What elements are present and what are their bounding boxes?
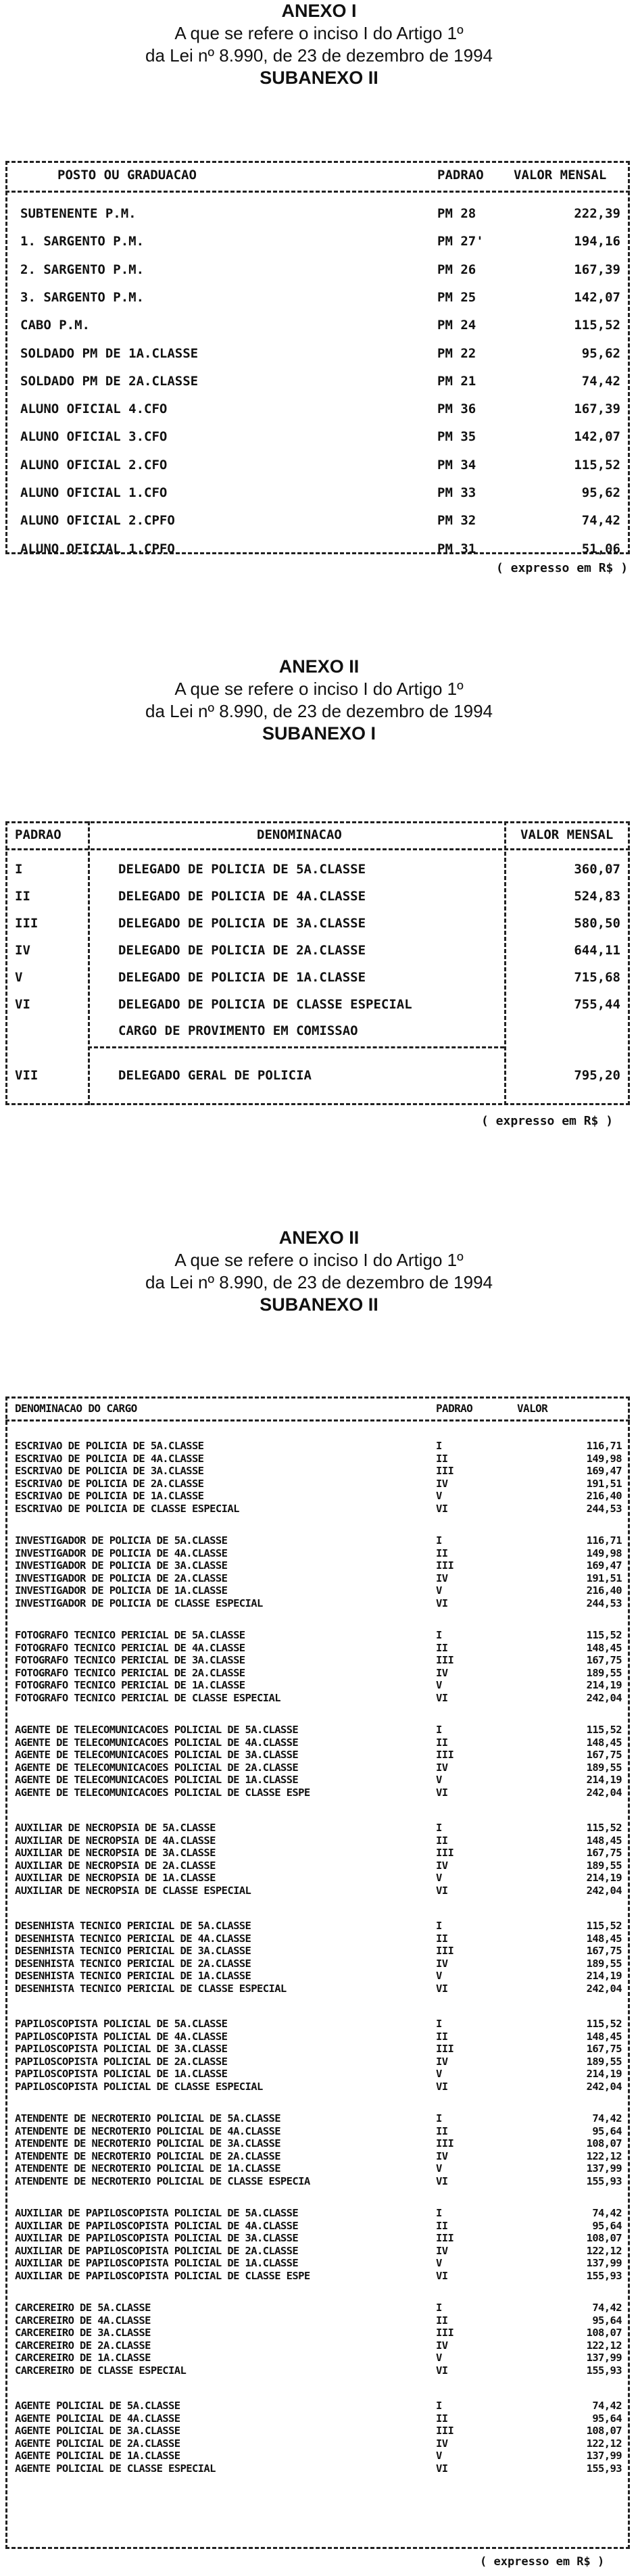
annex2b-row-valor: 242,04 — [586, 1885, 622, 1897]
annex1-row-valor: 194,16 — [574, 234, 620, 249]
annex2b-row-denominacao: AGENTE DE TELECOMUNICACOES POLICIAL DE 1A.CLASSE — [15, 1774, 299, 1786]
annex1-row-valor: 51,06 — [581, 541, 620, 556]
annex1-row-posto: SUBTENENTE P.M. — [20, 206, 137, 221]
annex2b-row-denominacao: AGENTE DE TELECOMUNICACOES POLICIAL DE CLASSE ESPE — [15, 1787, 310, 1799]
annex2b-row-padrao: II — [436, 1547, 448, 1559]
annex2b-header-denominacao: DENOMINACAO DO CARGO — [15, 1402, 137, 1415]
annex2b-row-padrao: I — [436, 1534, 442, 1547]
annex2b-row-valor: 155,93 — [586, 2462, 622, 2475]
annex2b-row-padrao: IV — [436, 2245, 448, 2257]
annex2b-row-padrao: V — [436, 1872, 442, 1884]
annex2b-header-padrao: PADRAO — [436, 1402, 473, 1415]
annex2b-row-valor: 116,71 — [586, 1534, 622, 1547]
annex2b-row-valor: 95,64 — [592, 2220, 622, 2232]
annex2b-row-denominacao: PAPILOSCOPISTA POLICIAL DE CLASSE ESPECIAL — [15, 2081, 263, 2093]
annex1-row-posto: SOLDADO PM DE 2A.CLASSE — [20, 374, 199, 389]
annex1-row-padrao: PM 21 — [437, 374, 476, 389]
annex2b-row-valor: 214,19 — [586, 1970, 622, 1982]
annex2a-title: ANEXO II — [278, 656, 360, 677]
annex2b-row-denominacao: AGENTE DE TELECOMUNICACOES POLICIAL DE 5A.CLASSE — [15, 1724, 299, 1736]
annex2b-row-valor: 169,47 — [586, 1465, 622, 1477]
annex2b-row-valor: 122,12 — [586, 2339, 622, 2352]
annex1-header-padrao: PADRAO — [437, 168, 484, 183]
annex2b-row-denominacao: AGENTE DE TELECOMUNICACOES POLICIAL DE 4A.CLASSE — [15, 1736, 299, 1749]
annex2b-row-valor: 122,12 — [586, 2437, 622, 2450]
annex2b-row-denominacao: AUXILIAR DE NECROPSIA DE 2A.CLASSE — [15, 1860, 216, 1872]
annex1-row-padrao: PM 26 — [437, 262, 476, 277]
annex2b-row-padrao: V — [436, 2352, 442, 2364]
annex1-header-divider — [5, 191, 630, 193]
annex2b-row-denominacao: CARCEREIRO DE 3A.CLASSE — [15, 2327, 151, 2339]
annex2b-row-valor: 74,42 — [592, 2302, 622, 2314]
annex2a-row-padrao: III — [15, 916, 39, 931]
annex1-row-posto: 3. SARGENTO P.M. — [20, 290, 145, 305]
annex2b-row-padrao: I — [436, 1724, 442, 1736]
annex2b-row-valor: 74,42 — [592, 2112, 622, 2124]
annex2b-row-valor: 95,64 — [592, 2314, 622, 2327]
annex2b-row-denominacao: AGENTE POLICIAL DE CLASSE ESPECIAL — [15, 2462, 216, 2475]
annex2b-row-valor: 148,45 — [586, 1736, 622, 1749]
annex2b-note: ( expresso em R$ ) — [480, 2555, 605, 2569]
annex1-row-valor: 95,62 — [581, 346, 620, 361]
annex2b-row-denominacao: INVESTIGADOR DE POLICIA DE 1A.CLASSE — [15, 1584, 228, 1597]
annex1-row-valor: 142,07 — [574, 429, 620, 444]
annex2b-row-padrao: III — [436, 1749, 454, 1761]
annex2b-row-denominacao: FOTOGRAFO TECNICO PERICIAL DE 1A.CLASSE — [15, 1679, 245, 1691]
annex2a-subheading: CARGO DE PROVIMENTO EM COMISSAO — [118, 1023, 358, 1038]
annex2a-row-denominacao: DELEGADO DE POLICIA DE 2A.CLASSE — [118, 943, 366, 958]
annex1-row-posto: ALUNO OFICIAL 4.CFO — [20, 402, 168, 416]
annex1-row-padrao: PM 22 — [437, 346, 476, 361]
annex2a-header-denominacao: DENOMINACAO — [257, 827, 342, 842]
annex2b-row-padrao: IV — [436, 2150, 448, 2162]
annex2b-row-denominacao: AUXILIAR DE NECROPSIA DE 4A.CLASSE — [15, 1834, 216, 1847]
annex1-row-valor: 222,39 — [574, 206, 620, 221]
annex1-row-padrao: PM 28 — [437, 206, 476, 221]
annex2b-row-padrao: I — [436, 1440, 442, 1452]
annex2b-row-denominacao: ESCRIVAO DE POLICIA DE 2A.CLASSE — [15, 1478, 204, 1490]
annex1-row-valor: 142,07 — [574, 290, 620, 305]
annex2b-row-padrao: III — [436, 1945, 454, 1957]
annex2b-row-denominacao: DESENHISTA TECNICO PERICIAL DE 5A.CLASSE — [15, 1920, 251, 1932]
annex2b-row-valor: 95,64 — [592, 2125, 622, 2137]
annex1-row-valor: 167,39 — [574, 402, 620, 416]
annex1-header-valor: VALOR MENSAL — [514, 168, 607, 183]
annex2b-row-valor: 189,55 — [586, 1667, 622, 1679]
annex2b-row-padrao: III — [436, 2137, 454, 2149]
annex1-row-valor: 167,39 — [574, 262, 620, 277]
annex2b-row-padrao: I — [436, 2302, 442, 2314]
annex2b-row-denominacao: ESCRIVAO DE POLICIA DE 5A.CLASSE — [15, 1440, 204, 1452]
annex2b-row-valor: 148,45 — [586, 2031, 622, 2043]
annex2a-heading — [0, 656, 638, 745]
annex1-subtitle: SUBANEXO II — [260, 68, 378, 88]
annex2b-row-valor: 74,42 — [592, 2400, 622, 2412]
annex2b-row-valor: 167,75 — [586, 1847, 622, 1859]
annex1-row-posto: SOLDADO PM DE 1A.CLASSE — [20, 346, 199, 361]
annex2b-row-valor: 115,52 — [586, 1724, 622, 1736]
annex2a-row-denominacao: DELEGADO DE POLICIA DE CLASSE ESPECIAL — [118, 997, 412, 1012]
annex2b-row-valor: 167,75 — [586, 2043, 622, 2055]
annex2b-row-padrao: II — [436, 2314, 448, 2327]
annex1-heading — [0, 0, 638, 89]
annex2a-last-valor: 795,20 — [574, 1068, 620, 1083]
annex2a-line2: da Lei nº 8.990, de 23 de dezembro de 1994 — [145, 701, 493, 721]
annex2b-row-padrao: II — [436, 1736, 448, 1749]
annex2a-header-valor: VALOR MENSAL — [520, 827, 614, 842]
annex2b-row-valor: 155,93 — [586, 2270, 622, 2282]
annex2b-row-valor: 214,19 — [586, 1774, 622, 1786]
annex2a-row-padrao: VI — [15, 997, 30, 1012]
annex1-row-padrao: PM 33 — [437, 485, 476, 500]
annex2a-row-denominacao: DELEGADO DE POLICIA DE 1A.CLASSE — [118, 970, 366, 985]
annex2b-row-denominacao: AUXILIAR DE PAPILOSCOPISTA POLICIAL DE 3A.CLASSE — [15, 2232, 299, 2244]
annex2b-row-valor: 137,99 — [586, 2257, 622, 2269]
annex2b-row-padrao: II — [436, 1933, 448, 1945]
annex2b-row-padrao: IV — [436, 1860, 448, 1872]
annex2a-col-divider-1 — [88, 821, 90, 1105]
annex1-note: ( expresso em R$ ) — [496, 561, 629, 575]
annex1-row-valor: 115,52 — [574, 458, 620, 472]
annex2b-row-denominacao: ATENDENTE DE NECROTERIO POLICIAL DE 2A.CLASSE — [15, 2150, 280, 2162]
annex2b-row-valor: 242,04 — [586, 1983, 622, 1995]
annex2b-row-padrao: I — [436, 2112, 442, 2124]
annex2b-row-denominacao: ESCRIVAO DE POLICIA DE 1A.CLASSE — [15, 1490, 204, 1502]
annex2b-row-denominacao: AUXILIAR DE PAPILOSCOPISTA POLICIAL DE CLASSE ESPE — [15, 2270, 310, 2282]
annex2b-row-padrao: III — [436, 1559, 454, 1572]
annex2b-row-valor: 244,53 — [586, 1503, 622, 1515]
annex2b-row-denominacao: PAPILOSCOPISTA POLICIAL DE 3A.CLASSE — [15, 2043, 228, 2055]
annex1-row-padrao: PM 32 — [437, 513, 476, 528]
annex2b-row-valor: 216,40 — [586, 1490, 622, 1502]
annex2a-row-valor: 360,07 — [574, 862, 620, 877]
annex2a-row-padrao: II — [15, 889, 30, 904]
annex2b-header-divider — [5, 1419, 630, 1421]
annex1-line1: A que se refere o inciso I do Artigo 1º — [174, 23, 464, 43]
annex2a-header-divider — [5, 848, 630, 850]
annex2a-col-divider-2 — [504, 821, 506, 1105]
annex2b-row-valor: 167,75 — [586, 1654, 622, 1666]
annex2b-row-denominacao: AGENTE POLICIAL DE 5A.CLASSE — [15, 2400, 180, 2412]
annex2b-row-denominacao: AUXILIAR DE NECROPSIA DE 1A.CLASSE — [15, 1872, 216, 1884]
annex2b-row-valor: 108,07 — [586, 2232, 622, 2244]
annex2b-row-padrao: I — [436, 2018, 442, 2030]
annex2b-row-padrao: IV — [436, 1478, 448, 1490]
annex2b-row-padrao: V — [436, 2450, 442, 2462]
annex2b-row-padrao: IV — [436, 2056, 448, 2068]
annex2a-last-padrao: VII — [15, 1068, 39, 1083]
annex2b-row-denominacao: AGENTE POLICIAL DE 2A.CLASSE — [15, 2437, 180, 2450]
annex2b-row-valor: 242,04 — [586, 2081, 622, 2093]
annex2b-row-padrao: V — [436, 2257, 442, 2269]
annex2b-row-padrao: IV — [436, 2437, 448, 2450]
annex2b-row-valor: 167,75 — [586, 1749, 622, 1761]
annex2b-row-padrao: I — [436, 2207, 442, 2219]
annex2b-row-denominacao: DESENHISTA TECNICO PERICIAL DE 3A.CLASSE — [15, 1945, 251, 1957]
annex1-row-padrao: PM 34 — [437, 458, 476, 472]
annex2b-row-valor: 214,19 — [586, 2068, 622, 2080]
annex1-header-posto: POSTO OU GRADUACAO — [57, 168, 197, 183]
annex2b-row-denominacao: INVESTIGADOR DE POLICIA DE 3A.CLASSE — [15, 1559, 228, 1572]
annex2b-row-padrao: II — [436, 2125, 448, 2137]
annex1-row-padrao: PM 36 — [437, 402, 476, 416]
annex2b-row-valor: 115,52 — [586, 2018, 622, 2030]
annex2b-row-padrao: IV — [436, 1572, 448, 1584]
annex2b-row-padrao: V — [436, 1679, 442, 1691]
annex2b-row-denominacao: CARCEREIRO DE 4A.CLASSE — [15, 2314, 151, 2327]
annex2b-row-padrao: III — [436, 1847, 454, 1859]
annex1-row-padrao: PM 25 — [437, 290, 476, 305]
annex2b-row-valor: 191,51 — [586, 1572, 622, 1584]
annex2b-row-padrao: I — [436, 1822, 442, 1834]
annex2b-row-denominacao: ATENDENTE DE NECROTERIO POLICIAL DE CLASSE ESPECIA — [15, 2175, 310, 2187]
annex2b-row-padrao: VI — [436, 1787, 448, 1799]
annex2b-row-valor: 148,45 — [586, 1933, 622, 1945]
annex2b-row-valor: 216,40 — [586, 1584, 622, 1597]
annex2b-row-padrao: VI — [436, 2081, 448, 2093]
annex2b-row-denominacao: INVESTIGADOR DE POLICIA DE 2A.CLASSE — [15, 1572, 228, 1584]
annex2b-row-padrao: V — [436, 1490, 442, 1502]
annex2b-row-denominacao: INVESTIGADOR DE POLICIA DE 5A.CLASSE — [15, 1534, 228, 1547]
annex2b-header-valor: VALOR — [517, 1402, 548, 1415]
annex2b-row-padrao: IV — [436, 1667, 448, 1679]
annex2b-row-valor: 189,55 — [586, 1761, 622, 1774]
annex2b-row-valor: 148,45 — [586, 1642, 622, 1654]
annex2b-line2: da Lei nº 8.990, de 23 de dezembro de 1994 — [145, 1272, 493, 1292]
annex2b-row-denominacao: AGENTE POLICIAL DE 1A.CLASSE — [15, 2450, 180, 2462]
annex2b-row-denominacao: FOTOGRAFO TECNICO PERICIAL DE 5A.CLASSE — [15, 1629, 245, 1641]
annex2b-row-valor: 214,19 — [586, 1872, 622, 1884]
annex2b-row-valor: 108,07 — [586, 2425, 622, 2437]
annex2b-row-denominacao: AUXILIAR DE PAPILOSCOPISTA POLICIAL DE 5A.CLASSE — [15, 2207, 299, 2219]
annex1-title: ANEXO I — [281, 1, 357, 21]
annex1-row-posto: ALUNO OFICIAL 1.CPFO — [20, 541, 175, 556]
annex1-row-posto: ALUNO OFICIAL 1.CFO — [20, 485, 168, 500]
annex2b-row-denominacao: ATENDENTE DE NECROTERIO POLICIAL DE 5A.CLASSE — [15, 2112, 280, 2124]
annex2a-row-valor: 580,50 — [574, 916, 620, 931]
annex2b-row-denominacao: DESENHISTA TECNICO PERICIAL DE 2A.CLASSE — [15, 1958, 251, 1970]
annex2b-row-denominacao: AGENTE POLICIAL DE 3A.CLASSE — [15, 2425, 180, 2437]
annex2b-row-padrao: II — [436, 2031, 448, 2043]
annex2a-subtitle: SUBANEXO I — [262, 723, 376, 744]
annex2b-title: ANEXO II — [278, 1228, 360, 1248]
annex2b-row-padrao: IV — [436, 1761, 448, 1774]
annex2a-section-divider — [88, 1046, 504, 1048]
annex2b-row-padrao: III — [436, 2043, 454, 2055]
annex2a-line1: A que se refere o inciso I do Artigo 1º — [174, 679, 464, 699]
annex2b-row-padrao: I — [436, 1629, 442, 1641]
annex2b-row-valor: 95,64 — [592, 2412, 622, 2425]
annex1-row-valor: 74,42 — [581, 513, 620, 528]
annex1-row-padrao: PM 27' — [437, 234, 484, 249]
annex2a-row-valor: 715,68 — [574, 970, 620, 985]
annex2a-last-denominacao: DELEGADO GERAL DE POLICIA — [118, 1068, 312, 1083]
annex2b-row-denominacao: AUXILIAR DE NECROPSIA DE 3A.CLASSE — [15, 1847, 216, 1859]
annex1-row-padrao: PM 24 — [437, 318, 476, 333]
annex2b-row-padrao: I — [436, 1920, 442, 1932]
annex2b-row-denominacao: ESCRIVAO DE POLICIA DE 3A.CLASSE — [15, 1465, 204, 1477]
annex2b-row-denominacao: AGENTE POLICIAL DE 4A.CLASSE — [15, 2412, 180, 2425]
annex2b-row-denominacao: FOTOGRAFO TECNICO PERICIAL DE 4A.CLASSE — [15, 1642, 245, 1654]
annex2b-row-denominacao: ATENDENTE DE NECROTERIO POLICIAL DE 4A.CLASSE — [15, 2125, 280, 2137]
annex2b-row-valor: 137,99 — [586, 2450, 622, 2462]
annex2b-row-padrao: V — [436, 2068, 442, 2080]
annex2b-row-valor: 149,98 — [586, 1547, 622, 1559]
annex2b-row-valor: 115,52 — [586, 1920, 622, 1932]
annex2b-row-valor: 122,12 — [586, 2150, 622, 2162]
annex2b-row-padrao: V — [436, 1584, 442, 1597]
annex2b-row-denominacao: AUXILIAR DE PAPILOSCOPISTA POLICIAL DE 1A.CLASSE — [15, 2257, 299, 2269]
annex2b-row-valor: 189,55 — [586, 2056, 622, 2068]
annex2b-row-padrao: III — [436, 1465, 454, 1477]
annex2b-row-denominacao: PAPILOSCOPISTA POLICIAL DE 5A.CLASSE — [15, 2018, 228, 2030]
annex2b-row-denominacao: AUXILIAR DE NECROPSIA DE CLASSE ESPECIAL — [15, 1885, 251, 1897]
annex2b-row-padrao: III — [436, 1654, 454, 1666]
annex2b-row-valor: 116,71 — [586, 1440, 622, 1452]
annex2b-row-denominacao: PAPILOSCOPISTA POLICIAL DE 1A.CLASSE — [15, 2068, 228, 2080]
annex2b-row-denominacao: AGENTE DE TELECOMUNICACOES POLICIAL DE 3A.CLASSE — [15, 1749, 299, 1761]
annex2b-row-padrao: VI — [436, 1983, 448, 1995]
annex2b-row-denominacao: AUXILIAR DE PAPILOSCOPISTA POLICIAL DE 4A.CLASSE — [15, 2220, 299, 2232]
annex2b-row-padrao: IV — [436, 1958, 448, 1970]
annex2b-row-padrao: VI — [436, 2175, 448, 2187]
annex2b-row-denominacao: CARCEREIRO DE 5A.CLASSE — [15, 2302, 151, 2314]
annex2b-row-denominacao: CARCEREIRO DE CLASSE ESPECIAL — [15, 2364, 187, 2377]
annex1-row-valor: 115,52 — [574, 318, 620, 333]
annex1-row-posto: ALUNO OFICIAL 2.CFO — [20, 458, 168, 472]
annex2b-row-valor: 149,98 — [586, 1453, 622, 1465]
annex2a-row-padrao: V — [15, 970, 23, 985]
annex2b-row-denominacao: PAPILOSCOPISTA POLICIAL DE 2A.CLASSE — [15, 2056, 228, 2068]
annex2b-row-denominacao: DESENHISTA TECNICO PERICIAL DE 4A.CLASSE — [15, 1933, 251, 1945]
annex2b-row-valor: 242,04 — [586, 1692, 622, 1704]
annex1-row-posto: 2. SARGENTO P.M. — [20, 262, 145, 277]
annex2a-row-valor: 644,11 — [574, 943, 620, 958]
annex2b-row-padrao: II — [436, 1834, 448, 1847]
annex2b-row-valor: 137,99 — [586, 2352, 622, 2364]
annex2b-row-denominacao: AUXILIAR DE NECROPSIA DE 5A.CLASSE — [15, 1822, 216, 1834]
annex1-row-valor: 74,42 — [581, 374, 620, 389]
annex2b-row-denominacao: FOTOGRAFO TECNICO PERICIAL DE 2A.CLASSE — [15, 1667, 245, 1679]
annex2a-note: ( expresso em R$ ) — [481, 1114, 614, 1128]
annex2a-header-padrao: PADRAO — [15, 827, 62, 842]
annex2b-row-padrao: VI — [436, 2462, 448, 2475]
annex2a-row-denominacao: DELEGADO DE POLICIA DE 5A.CLASSE — [118, 862, 366, 877]
annex2b-row-denominacao: AGENTE DE TELECOMUNICACOES POLICIAL DE 2A.CLASSE — [15, 1761, 299, 1774]
annex2b-row-valor: 189,55 — [586, 1860, 622, 1872]
annex2b-row-valor: 191,51 — [586, 1478, 622, 1490]
annex1-row-padrao: PM 35 — [437, 429, 476, 444]
annex2b-row-valor: 189,55 — [586, 1958, 622, 1970]
annex2b-row-valor: 115,52 — [586, 1822, 622, 1834]
annex2b-row-padrao: V — [436, 1970, 442, 1982]
annex2b-row-padrao: IV — [436, 2339, 448, 2352]
annex2b-row-denominacao: ATENDENTE DE NECROTERIO POLICIAL DE 1A.CLASSE — [15, 2162, 280, 2174]
annex1-row-posto: CABO P.M. — [20, 318, 90, 333]
annex2b-row-padrao: III — [436, 2232, 454, 2244]
annex2b-row-padrao: VI — [436, 2270, 448, 2282]
annex2a-row-padrao: I — [15, 862, 23, 877]
annex2b-row-denominacao: FOTOGRAFO TECNICO PERICIAL DE CLASSE ESPECIAL — [15, 1692, 280, 1704]
annex1-row-posto: ALUNO OFICIAL 3.CFO — [20, 429, 168, 444]
annex2b-subtitle: SUBANEXO II — [260, 1294, 378, 1315]
annex2a-row-denominacao: DELEGADO DE POLICIA DE 4A.CLASSE — [118, 889, 366, 904]
annex2b-row-denominacao: CARCEREIRO DE 2A.CLASSE — [15, 2339, 151, 2352]
annex2b-row-valor: 74,42 — [592, 2207, 622, 2219]
annex2b-row-denominacao: PAPILOSCOPISTA POLICIAL DE 4A.CLASSE — [15, 2031, 228, 2043]
annex2b-row-padrao: II — [436, 1453, 448, 1465]
annex2b-row-valor: 242,04 — [586, 1787, 622, 1799]
annex2b-row-padrao: III — [436, 2327, 454, 2339]
annex1-row-posto: ALUNO OFICIAL 2.CPFO — [20, 513, 175, 528]
annex2b-line1: A que se refere o inciso I do Artigo 1º — [174, 1250, 464, 1270]
annex2b-row-denominacao: DESENHISTA TECNICO PERICIAL DE CLASSE ESPECIAL — [15, 1983, 287, 1995]
annex2b-row-valor: 108,07 — [586, 2327, 622, 2339]
annex2b-heading — [0, 1227, 638, 1316]
annex2b-row-denominacao: ESCRIVAO DE POLICIA DE 4A.CLASSE — [15, 1453, 204, 1465]
annex2b-row-valor: 244,53 — [586, 1597, 622, 1609]
annex2b-row-valor: 137,99 — [586, 2162, 622, 2174]
annex2b-row-valor: 108,07 — [586, 2137, 622, 2149]
annex2b-row-padrao: VI — [436, 1885, 448, 1897]
annex1-row-posto: 1. SARGENTO P.M. — [20, 234, 145, 249]
annex2b-row-padrao: II — [436, 2220, 448, 2232]
annex2b-row-padrao: V — [436, 2162, 442, 2174]
annex2a-row-denominacao: DELEGADO DE POLICIA DE 3A.CLASSE — [118, 916, 366, 931]
annex2a-row-valor: 524,83 — [574, 889, 620, 904]
annex2b-row-valor: 115,52 — [586, 1629, 622, 1641]
annex1-line2: da Lei nº 8.990, de 23 de dezembro de 1994 — [145, 45, 493, 66]
annex2b-row-padrao: VI — [436, 1597, 448, 1609]
annex2b-row-padrao: I — [436, 2400, 442, 2412]
annex1-row-padrao: PM 31 — [437, 541, 476, 556]
annex2b-row-valor: 122,12 — [586, 2245, 622, 2257]
annex2b-row-denominacao: INVESTIGADOR DE POLICIA DE CLASSE ESPECIAL — [15, 1597, 263, 1609]
annex2b-row-padrao: II — [436, 2412, 448, 2425]
annex2b-row-denominacao: INVESTIGADOR DE POLICIA DE 4A.CLASSE — [15, 1547, 228, 1559]
annex2b-row-valor: 155,93 — [586, 2364, 622, 2377]
annex2b-row-padrao: VI — [436, 1503, 448, 1515]
annex2b-row-denominacao: FOTOGRAFO TECNICO PERICIAL DE 3A.CLASSE — [15, 1654, 245, 1666]
annex2b-row-padrao: VI — [436, 1692, 448, 1704]
annex2b-row-denominacao: AUXILIAR DE PAPILOSCOPISTA POLICIAL DE 2A.CLASSE — [15, 2245, 299, 2257]
annex2b-row-valor: 167,75 — [586, 1945, 622, 1957]
annex2b-row-denominacao: ESCRIVAO DE POLICIA DE CLASSE ESPECIAL — [15, 1503, 239, 1515]
annex2a-row-padrao: IV — [15, 943, 30, 958]
annex1-row-valor: 95,62 — [581, 485, 620, 500]
annex2b-row-padrao: V — [436, 1774, 442, 1786]
annex2b-row-valor: 169,47 — [586, 1559, 622, 1572]
annex2b-row-padrao: II — [436, 1642, 448, 1654]
annex2b-row-valor: 148,45 — [586, 1834, 622, 1847]
annex2b-row-denominacao: DESENHISTA TECNICO PERICIAL DE 1A.CLASSE — [15, 1970, 251, 1982]
annex2b-row-padrao: VI — [436, 2364, 448, 2377]
annex2b-row-padrao: III — [436, 2425, 454, 2437]
annex2b-row-valor: 214,19 — [586, 1679, 622, 1691]
annex2b-row-denominacao: CARCEREIRO DE 1A.CLASSE — [15, 2352, 151, 2364]
annex2b-row-valor: 155,93 — [586, 2175, 622, 2187]
annex2b-row-denominacao: ATENDENTE DE NECROTERIO POLICIAL DE 3A.CLASSE — [15, 2137, 280, 2149]
annex2a-row-valor: 755,44 — [574, 997, 620, 1012]
